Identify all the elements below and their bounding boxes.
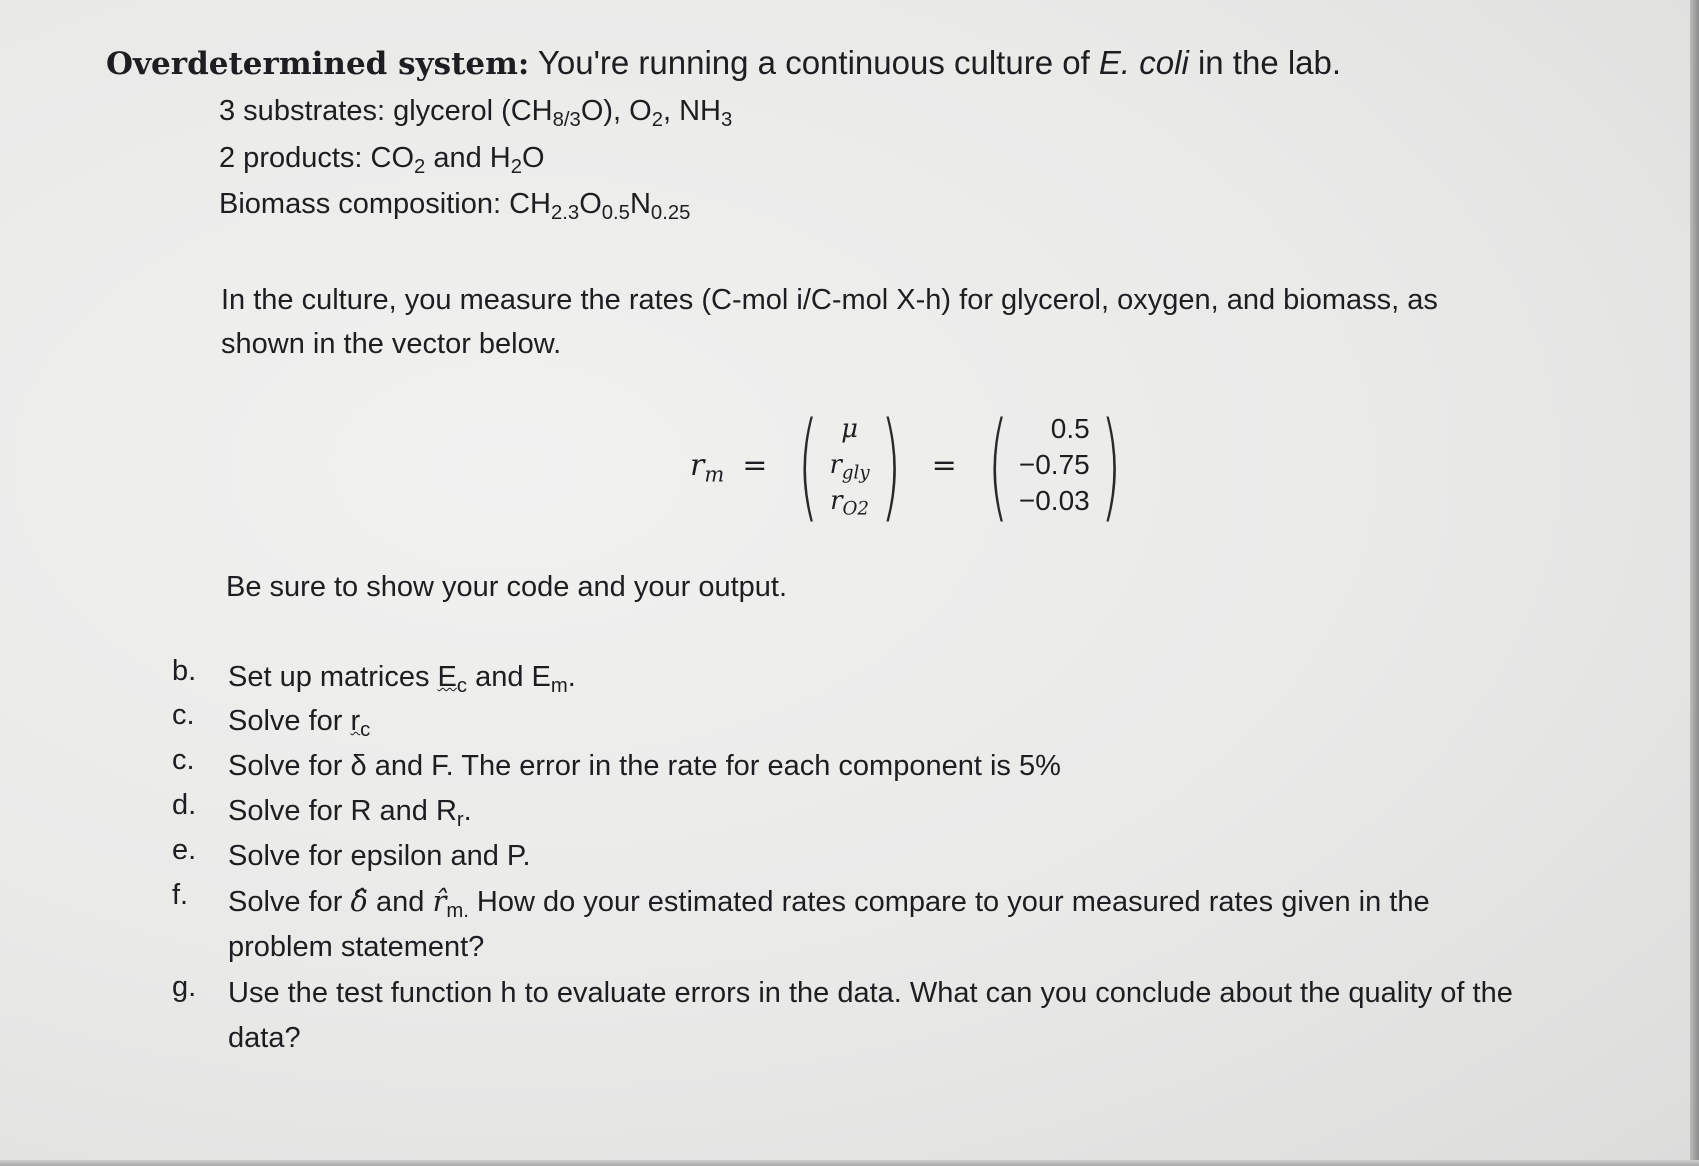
biomass-o-subscript: 0.5	[601, 202, 630, 225]
rate-r-c-subscript: c	[360, 719, 371, 742]
question-e	[172, 834, 531, 879]
rate-vector-equation	[690, 396, 1134, 534]
products-end: O	[522, 142, 545, 174]
glycerol-subscript: 8/3	[552, 109, 581, 132]
lhs-symbol: r	[690, 447, 705, 483]
r-r-subscript: r	[456, 809, 464, 832]
question-b-text: Set up matrices	[228, 661, 438, 693]
heading-end: in the lab.	[1188, 44, 1342, 81]
rate-r-c: r	[350, 705, 361, 737]
co2-subscript: 2	[414, 156, 426, 179]
question-f-text: Solve for	[228, 886, 351, 918]
question-text	[228, 879, 1518, 970]
matrix-e-c-subscript: c	[456, 675, 468, 698]
value-rgly: −0.75	[1018, 449, 1090, 480]
question-d	[172, 789, 472, 834]
question-d-end: .	[463, 795, 472, 827]
mu-symbol: μ	[841, 414, 858, 444]
r-gly-symbol: r	[829, 450, 842, 480]
question-letter: c.	[172, 744, 195, 776]
o2-subscript: 2	[651, 109, 663, 132]
question-text: Use the test function h to evaluate errors in the data. What can you conclude about the quality of the data?	[228, 977, 1513, 1054]
vector-symbol-mu	[841, 411, 858, 447]
matrix-e-c: E	[437, 661, 457, 693]
substrates-mid2: , NH	[663, 95, 721, 127]
organism-name: E. coli	[1098, 44, 1189, 81]
biomass-o: O	[579, 188, 602, 220]
delta-hat: δ̂	[350, 884, 368, 918]
r-hat: r̂	[432, 884, 447, 918]
question-letter: f.	[172, 879, 189, 911]
screen-edge	[1690, 0, 1699, 1166]
gly-subscript: gly	[841, 462, 870, 484]
biomass-prefix: Biomass composition: CH	[219, 188, 551, 220]
measurement-paragraph: In the culture, you measure the rates (C-mol i/C-mol X-h) for glycerol, oxygen, and biomass, as shown in the vector below.	[221, 284, 1438, 360]
question-text	[228, 699, 370, 744]
problem-heading	[106, 44, 1341, 82]
right-paren-2: )	[1100, 396, 1122, 534]
value-ro2: −0.03	[1018, 485, 1090, 516]
substrates-line	[219, 95, 733, 132]
h2o-subscript: 2	[510, 156, 523, 179]
question-letter: e.	[172, 834, 197, 866]
question-c	[172, 699, 370, 744]
question-text	[228, 655, 576, 700]
equals-sign: =	[742, 447, 768, 483]
value-vector	[1019, 411, 1090, 519]
question-letter: g.	[172, 971, 197, 1003]
biomass-h-subscript: 2.3	[551, 202, 580, 225]
products-line	[219, 142, 545, 179]
matrix-e-m-subscript: m	[550, 675, 568, 698]
biomass-n: N	[629, 188, 651, 220]
show-code-note: Be sure to show your code and your output.	[226, 571, 788, 603]
r-o2-symbol: r	[830, 486, 843, 516]
question-g	[172, 971, 1518, 1061]
question-c-text: Solve for	[228, 705, 351, 737]
products-prefix: 2 products: CO	[219, 142, 415, 174]
question-b-mid: and E	[467, 661, 551, 693]
heading-bold-title: Overdetermined system:	[106, 46, 530, 82]
value-mu: 0.5	[1050, 413, 1090, 444]
question-letter: d.	[172, 789, 197, 821]
question-letter: c.	[172, 699, 195, 731]
right-paren: )	[880, 396, 902, 534]
question-b	[172, 655, 576, 700]
substrates-mid: O), O	[580, 95, 652, 127]
left-paren: (	[798, 396, 819, 534]
vector-symbol-rgly	[829, 447, 869, 483]
question-c2	[172, 744, 1061, 789]
vector-symbol-ro2	[830, 483, 869, 519]
question-text	[228, 789, 472, 834]
question-f-end: How do your estimated rates compare to your measured rates given in the problem statement?	[228, 886, 1430, 963]
question-d-text: Solve for R and R	[228, 795, 457, 827]
symbol-vector	[829, 411, 869, 519]
nh3-subscript: 3	[721, 109, 733, 132]
o2-rate-subscript: O2	[842, 498, 869, 520]
biomass-line	[219, 188, 691, 225]
question-letter: b.	[172, 655, 197, 687]
question-b-end: .	[567, 661, 576, 693]
products-mid: and H	[425, 142, 511, 174]
question-text: Solve for epsilon and P.	[228, 840, 531, 872]
substrates-prefix: 3 substrates: glycerol (CH	[219, 95, 553, 127]
heading-intro: You're running a continuous culture of	[529, 44, 1099, 81]
r-hat-subscript: m.	[446, 900, 469, 923]
question-f	[172, 879, 1518, 970]
bottom-edge	[0, 1160, 1699, 1166]
biomass-n-subscript: 0.25	[650, 202, 691, 225]
equals-sign-2: =	[931, 447, 957, 483]
left-paren-2: (	[987, 396, 1009, 534]
equation-lhs	[690, 447, 725, 486]
question-text: Solve for δ and F. The error in the rate for each component is 5%	[228, 750, 1061, 782]
lhs-subscript: m	[704, 461, 725, 486]
question-f-mid: and	[367, 886, 433, 918]
